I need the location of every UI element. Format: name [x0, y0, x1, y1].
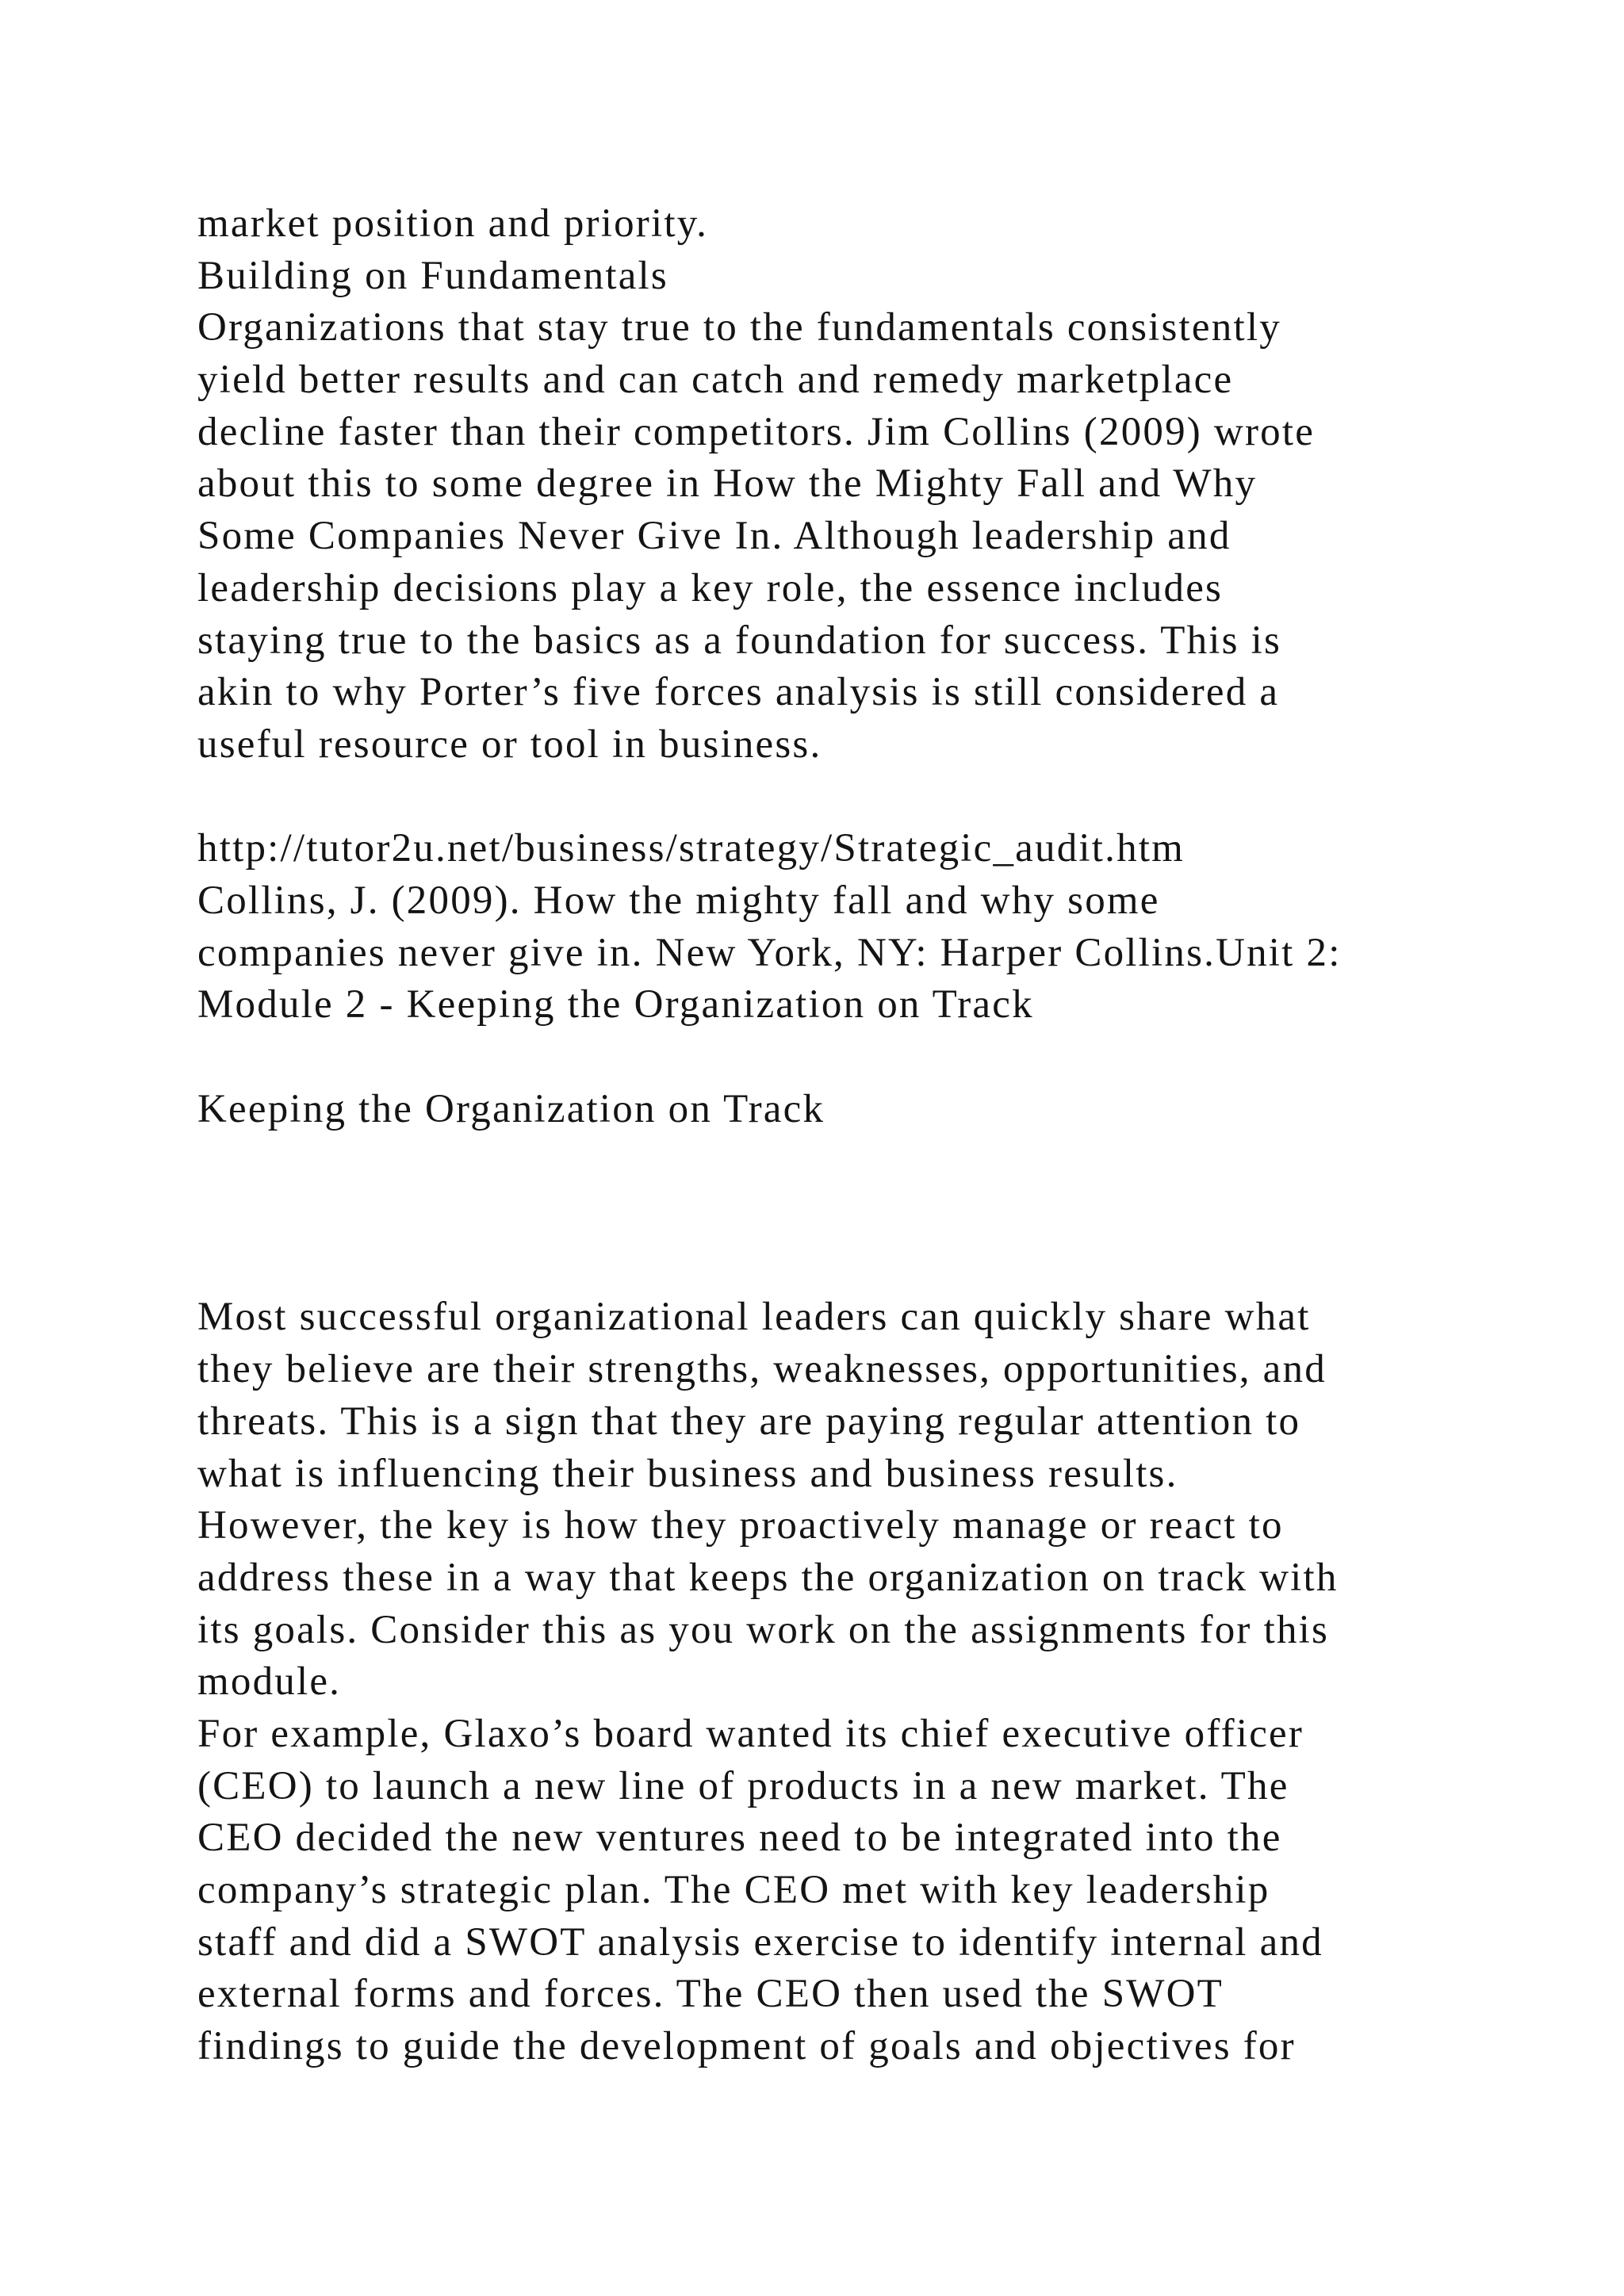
- text-line: about this to some degree in How the Mighty Fall and Why: [197, 461, 1258, 507]
- text-line: they believe are their strengths, weaknesses, opportunities, and: [197, 1347, 1327, 1392]
- text-line: Some Companies Never Give In. Although leadership and: [197, 514, 1231, 559]
- section-heading: Keeping the Organization on Track: [197, 1086, 825, 1131]
- text-line: staff and did a SWOT analysis exercise to identify internal and: [197, 1919, 1323, 1965]
- text-line: CEO decided the new ventures need to be integrated into the: [197, 1816, 1282, 1861]
- text-line: company’s strategic plan. The CEO met with key leadership: [197, 1868, 1270, 1913]
- reference-url: http://tutor2u.net/business/strategy/Strategic_audit.htm: [197, 826, 1185, 871]
- text-line: what is influencing their business and business results.: [197, 1451, 1178, 1496]
- text-line: findings to guide the development of goals and objectives for: [197, 2024, 1296, 2069]
- blank-line: [197, 771, 1545, 824]
- reference-line: Collins, J. (2009). How the mighty fall and why some: [197, 878, 1160, 923]
- text-line: For example, Glaxo’s board wanted its chief executive officer: [197, 1711, 1304, 1756]
- text-line: yield better results and can catch and remedy marketplace: [197, 358, 1234, 403]
- text-line: Most successful organizational leaders can quickly share what: [197, 1295, 1311, 1340]
- reference-line: companies never give in. New York, NY: Harper Collins.Unit 2:: [197, 930, 1342, 975]
- text-line: However, the key is how they proactively manage or react to: [197, 1503, 1284, 1548]
- text-line: useful resource or tool in business.: [197, 721, 822, 767]
- text-line: Organizations that stay true to the fundamentals consistently: [197, 305, 1281, 350]
- text-line: leadership decisions play a key role, the essence includes: [197, 565, 1224, 610]
- text-line: its goals. Consider this as you work on the assignments for this: [197, 1607, 1330, 1652]
- text-line: decline faster than their competitors. Jim Collins (2009) wrote: [197, 409, 1316, 454]
- module-title-line: Module 2 - Keeping the Organization on Track: [197, 982, 1034, 1027]
- text-line: akin to why Porter’s five forces analysis is still considered a: [197, 670, 1280, 715]
- document-body: [197, 198, 1545, 2073]
- text-line: (CEO) to launch a new line of products in a new market. The: [197, 1763, 1289, 1808]
- blank-line: [197, 1031, 1545, 1084]
- section-heading: Building on Fundamentals: [197, 253, 668, 298]
- text-line: threats. This is a sign that they are paying regular attention to: [197, 1399, 1301, 1444]
- text-line: staying true to the basics as a foundation for success. This is: [197, 618, 1282, 663]
- text-line: module.: [197, 1659, 342, 1705]
- text-line: address these in a way that keeps the organization on track with: [197, 1555, 1339, 1600]
- blank-space: [197, 1135, 1545, 1292]
- text-line: market position and priority.: [197, 201, 709, 246]
- text-line: external forms and forces. The CEO then used the SWOT: [197, 1972, 1224, 2017]
